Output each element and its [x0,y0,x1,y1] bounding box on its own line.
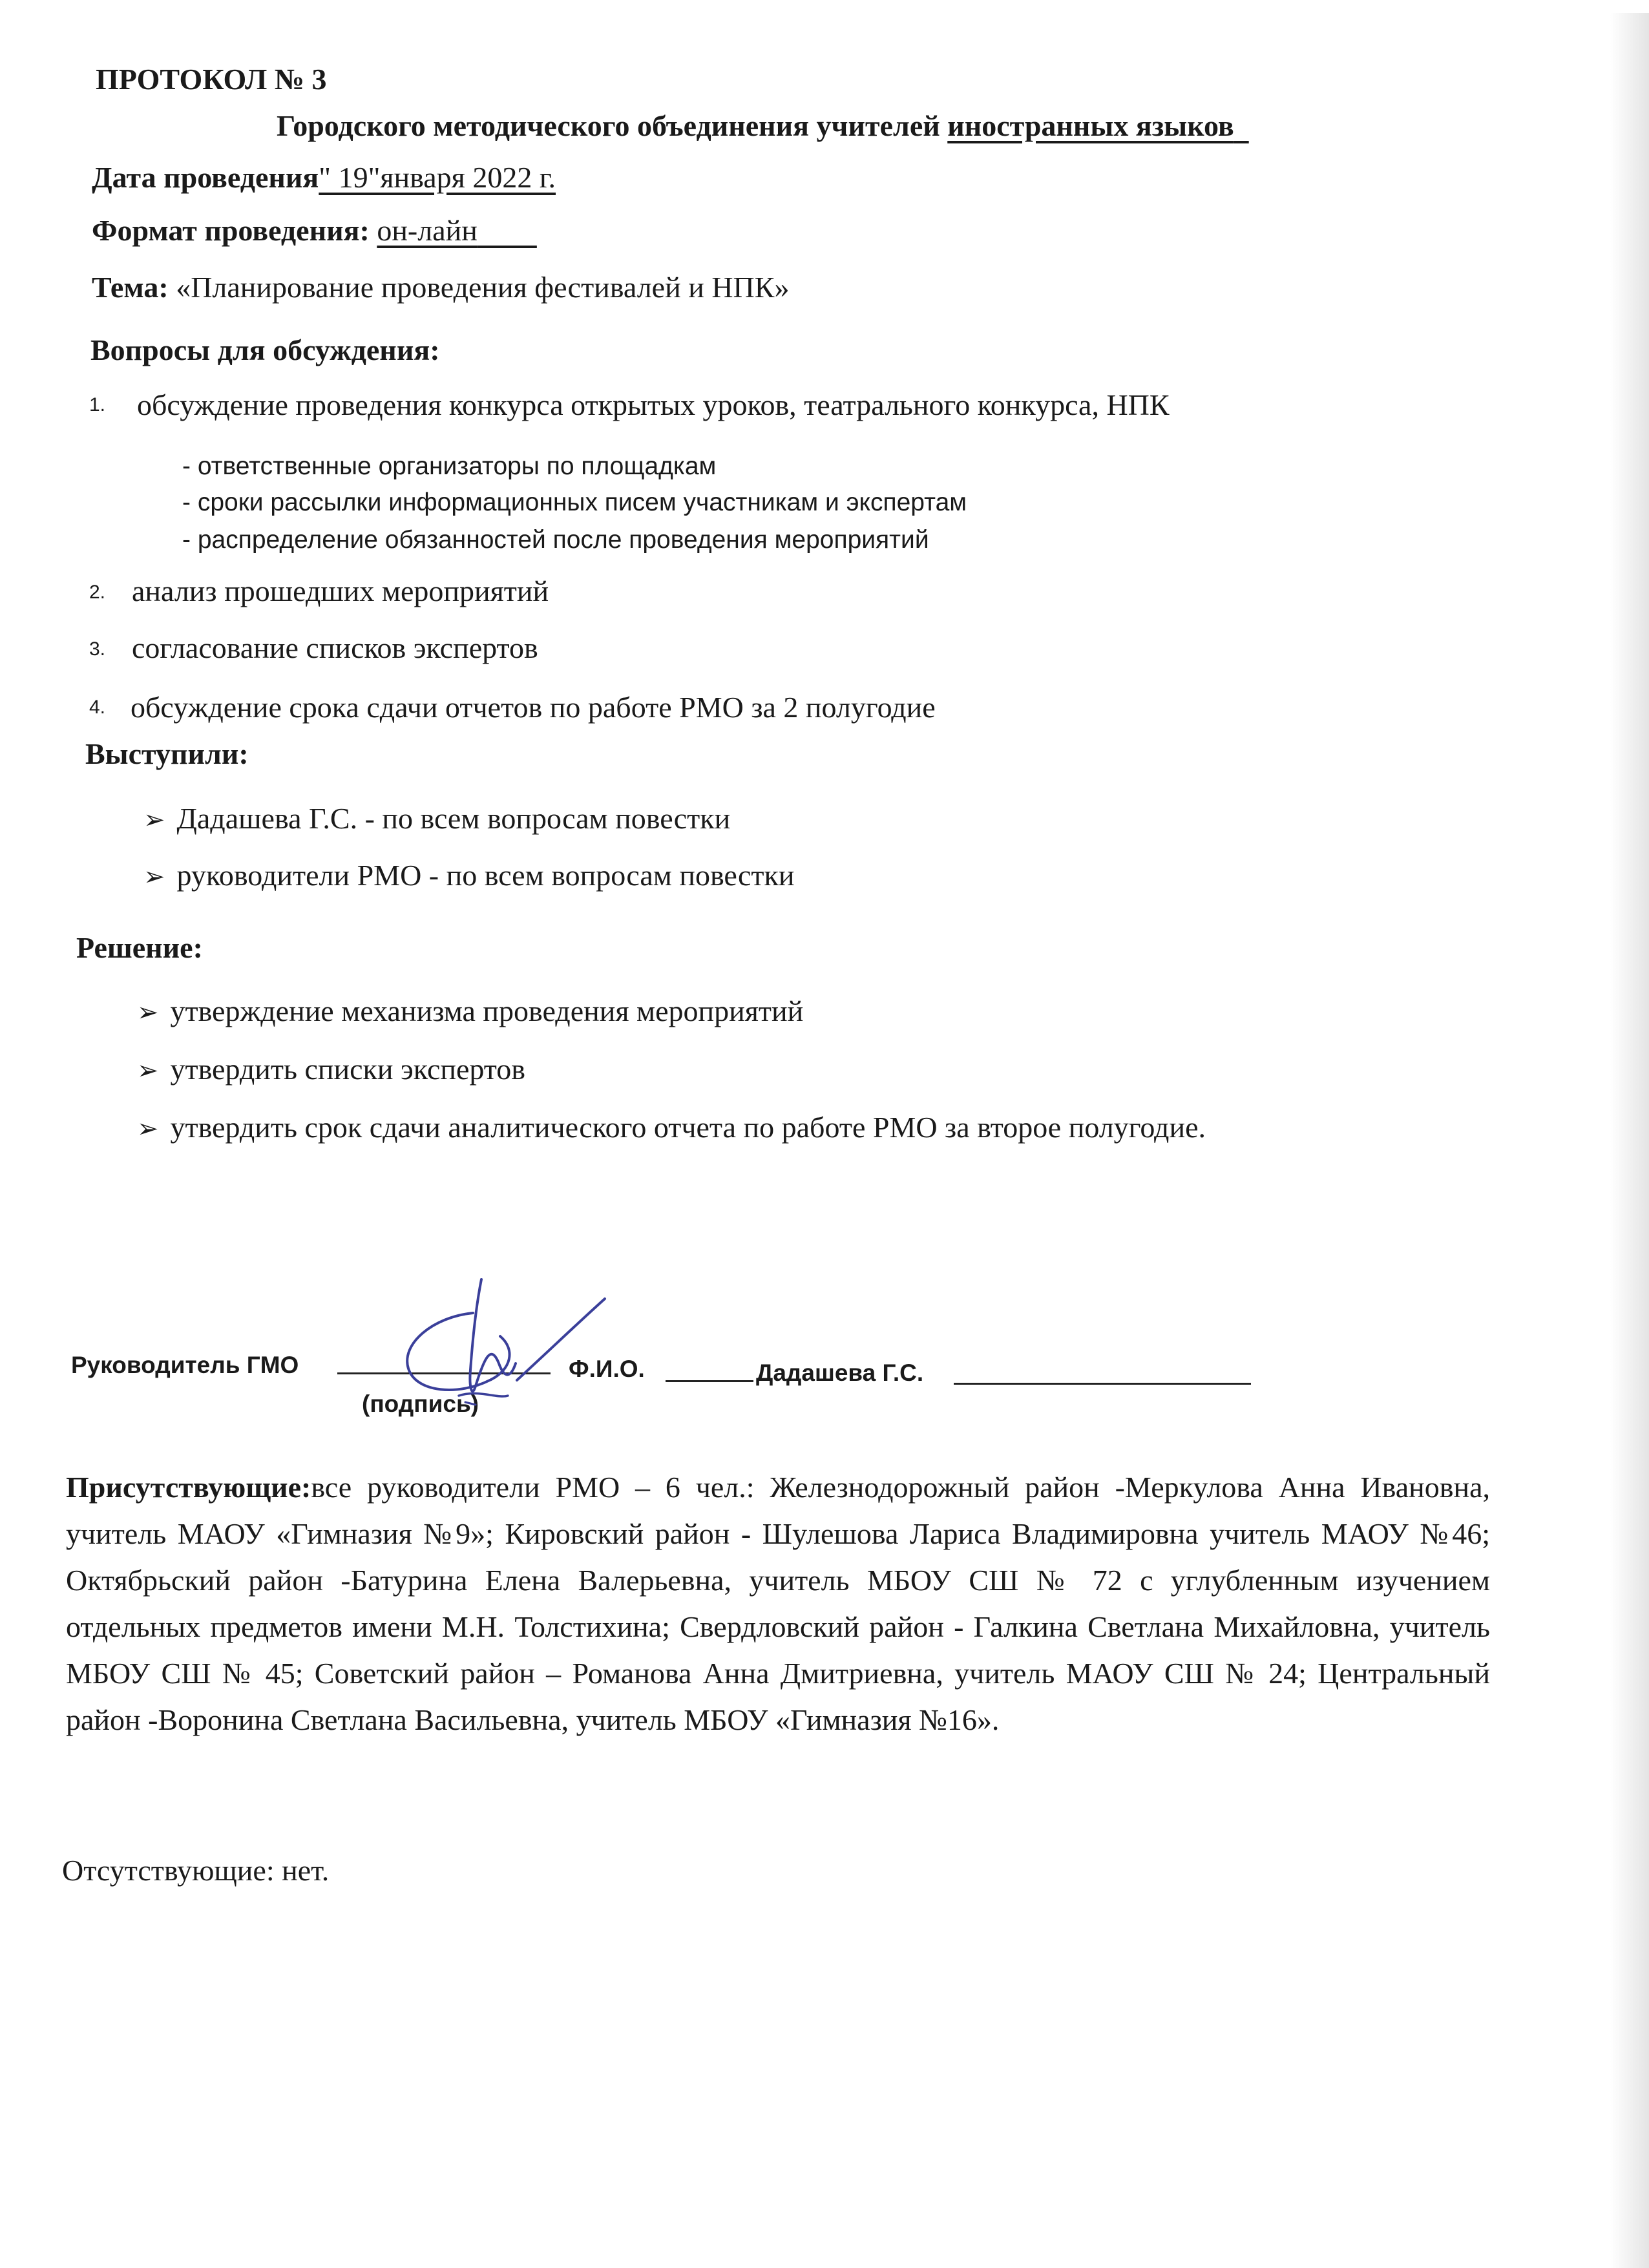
scan-edge-shadow [1610,13,1649,2268]
speaker-item: ➢ Дадашева Г.С. - по всем вопросам повестки [143,802,731,835]
topic-line [92,270,789,304]
arrow-bullet-icon: ➢ [137,1115,159,1143]
date-label: Дата проведения [92,161,319,194]
arrow-bullet-icon: ➢ [143,806,165,834]
absent-line: Отсутствующие: нет. [62,1854,330,1887]
format-value: он-лайн [377,214,478,247]
agenda-item-number: 3. [89,638,106,660]
agenda-item-number: 2. [89,582,106,603]
date-line [92,160,556,194]
agenda-subitem: - сроки рассылки информационных писем участникам и экспертам [182,488,967,516]
arrow-bullet-icon: ➢ [143,863,165,891]
arrow-bullet-icon: ➢ [137,998,159,1027]
fio-label: Ф.И.О. [569,1356,645,1382]
format-label: Формат проведения: [92,214,370,247]
subtitle-subject: иностранных языков [947,109,1234,142]
speaker-item: ➢ руководители РМО - по всем вопросам повестки [143,859,795,892]
agenda-item-number: 1. [89,394,106,415]
agenda-subitem: - ответственные организаторы по площадкам [182,452,717,480]
protocol-subtitle [277,109,1249,143]
topic-value: «Планирование проведения фестивалей и НПК» [176,271,790,304]
agenda-item-text: согласование списков экспертов [132,631,538,664]
present-label: Присутствующие: [66,1471,311,1504]
decision-item: ➢ утверждение механизма проведения мероприятий [137,994,804,1027]
agenda-item-number: 4. [89,697,106,718]
signature-role-label: Руководитель ГМО [71,1352,299,1378]
present-paragraph [66,1464,1490,1743]
fio-value: Дадашева Г.С. [756,1360,924,1386]
agenda-subitem: - распределение обязанностей после проведения мероприятий [182,526,929,554]
date-value: " 19"января 2022 г. [319,161,556,194]
signature-caption: (подпись) [362,1391,479,1417]
agenda-item-text: обсуждение проведения конкурса открытых уроков, театрального конкурса, НПК [137,388,1170,421]
topic-label: Тема: [92,271,169,304]
speakers-heading: Выступили: [85,737,249,770]
format-line [92,213,537,247]
protocol-title: ПРОТОКОЛ № 3 [96,63,327,96]
agenda-item-text: анализ прошедших мероприятий [132,574,549,607]
present-text: все руководители РМО – 6 чел.: Железнодорожный район -Меркулова Анна Ивановна, учитель МАОУ «Гимназия №9»; Кировский район - Шулешова Лариса Владимировна учитель МАОУ №46; Октябрьский район -Батурина Елена Валерьевна, учитель МБОУ СШ № 72 с углубленным изучением отдельных предметов имени М.Н. Толстихина; Свердловский район - Галкина Светлана Михайловна, учитель МБОУ СШ № 45; Советский район – Романова Анна Дмитриевна, учитель МАОУ СШ № 24; Центральный район -Воронина Светлана Васильевна, учитель МБОУ «Гимназия №16». [66,1471,1490,1736]
decision-item: ➢ утвердить списки экспертов [137,1053,526,1086]
subtitle-prefix: Городского методического объединения учителей [277,109,948,142]
decision-item: ➢ утвердить срок сдачи аналитического отчета по работе РМО за второе полугодие. [137,1111,1206,1144]
handwritten-signature [362,1266,620,1422]
decision-heading: Решение: [76,931,203,964]
fio-line-right [954,1383,1251,1385]
fio-line-left [666,1380,753,1382]
agenda-item-text: обсуждение срока сдачи отчетов по работе РМО за 2 полугодие [131,691,936,724]
agenda-heading: Вопросы для обсуждения: [90,333,440,366]
arrow-bullet-icon: ➢ [137,1056,159,1085]
